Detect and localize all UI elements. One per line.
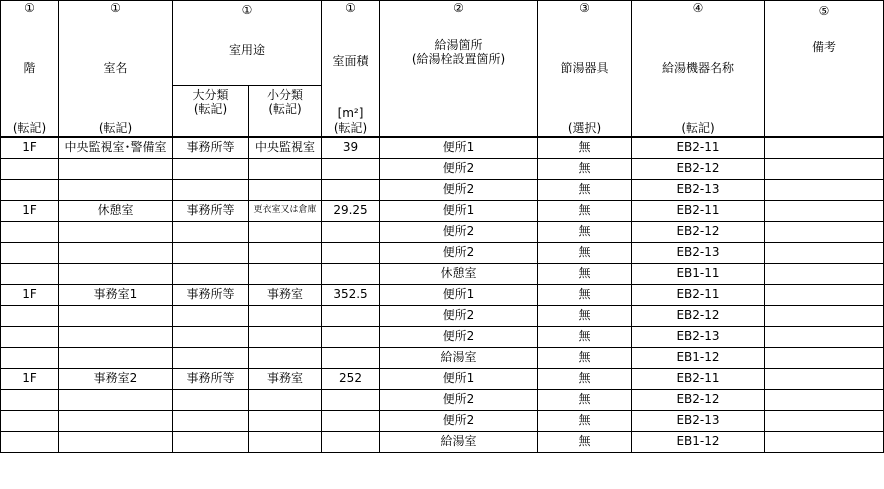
cell-saving[interactable]: 無 [538, 305, 632, 326]
cell-floor[interactable] [1, 431, 59, 452]
header-area-label: 室面積 [332, 53, 369, 68]
cell-remarks[interactable] [765, 431, 884, 452]
cell-remarks[interactable] [765, 221, 884, 242]
cell-area[interactable]: 29.25 [322, 200, 380, 221]
cell-minor[interactable] [249, 263, 322, 284]
table-row [1, 368, 884, 389]
cell-area[interactable] [322, 158, 380, 179]
cell-floor[interactable]: 1F [1, 284, 59, 305]
cell-floor[interactable]: 1F [1, 137, 59, 159]
header-usage-num: ① [241, 3, 253, 17]
header-device-note: (転記) [681, 120, 715, 135]
cell-remarks[interactable] [765, 305, 884, 326]
cell-saving[interactable]: 無 [538, 284, 632, 305]
cell-saving[interactable]: 無 [538, 179, 632, 200]
cell-device[interactable]: EB2-11 [632, 200, 765, 221]
cell-floor[interactable]: 1F [1, 368, 59, 389]
cell-remarks[interactable] [765, 242, 884, 263]
cell-saving[interactable]: 無 [538, 410, 632, 431]
cell-room[interactable]: 中央監視室･警備室 [59, 137, 173, 159]
cell-place[interactable]: 便所1 [380, 137, 538, 159]
cell-minor[interactable]: 更衣室又は倉庫 [249, 200, 322, 221]
cell-remarks[interactable] [765, 347, 884, 368]
cell-device[interactable]: EB2-13 [632, 410, 765, 431]
cell-minor[interactable] [249, 242, 322, 263]
header-device-num: ④ [692, 1, 704, 16]
header-room [59, 1, 173, 137]
cell-area[interactable] [322, 221, 380, 242]
cell-room[interactable]: 休憩室 [59, 200, 173, 221]
cell-device[interactable]: EB1-12 [632, 347, 765, 368]
table-row [1, 200, 884, 221]
header-remarks [765, 1, 884, 137]
cell-saving[interactable]: 無 [538, 326, 632, 347]
header-usage-label: 室用途 [228, 43, 265, 57]
table-row [1, 389, 884, 410]
cell-major[interactable] [173, 326, 249, 347]
header-usage-major-note: (転記) [193, 102, 228, 117]
cell-place[interactable]: 便所2 [380, 158, 538, 179]
cell-remarks[interactable] [765, 410, 884, 431]
header-area [322, 1, 380, 137]
cell-floor[interactable] [1, 263, 59, 284]
header-supply-sublabel: (給湯栓設置箇所) [411, 52, 506, 67]
cell-device[interactable]: EB2-11 [632, 137, 765, 159]
cell-remarks[interactable] [765, 284, 884, 305]
cell-room[interactable] [59, 326, 173, 347]
cell-minor[interactable] [249, 431, 322, 452]
table-row [1, 326, 884, 347]
cell-room[interactable] [59, 179, 173, 200]
table-row [1, 410, 884, 431]
table-row [1, 137, 884, 159]
header-supply-num: ② [453, 1, 464, 16]
header-saving-num: ③ [579, 1, 590, 16]
header-area-unit: [m²] [337, 106, 364, 121]
cell-remarks[interactable] [765, 200, 884, 221]
cell-area[interactable] [322, 242, 380, 263]
cell-room[interactable] [59, 263, 173, 284]
header-remarks-label: 備考 [811, 40, 836, 55]
header-usage [173, 1, 322, 86]
header-supply-label: 給湯箇所 [434, 37, 483, 52]
cell-saving[interactable]: 無 [538, 431, 632, 452]
header-floor-note: (転記) [12, 120, 47, 135]
cell-area[interactable]: 252 [322, 368, 380, 389]
cell-room[interactable] [59, 221, 173, 242]
cell-place[interactable]: 休憩室 [380, 263, 538, 284]
cell-place[interactable]: 便所2 [380, 326, 538, 347]
cell-device[interactable]: EB1-11 [632, 263, 765, 284]
table-row [1, 179, 884, 200]
cell-minor[interactable] [249, 389, 322, 410]
cell-saving[interactable]: 無 [538, 368, 632, 389]
cell-minor[interactable] [249, 305, 322, 326]
cell-major[interactable]: 事務所等 [173, 284, 249, 305]
header-remarks-num: ⑤ [818, 4, 830, 18]
cell-room[interactable]: 事務室1 [59, 284, 173, 305]
cell-area[interactable] [322, 305, 380, 326]
cell-saving[interactable]: 無 [538, 221, 632, 242]
cell-device[interactable]: EB2-12 [632, 389, 765, 410]
table-row [1, 431, 884, 452]
header-room-label: 室名 [103, 61, 128, 76]
header-floor-label: 階 [23, 61, 36, 76]
cell-place[interactable]: 便所1 [380, 368, 538, 389]
cell-floor[interactable]: 1F [1, 200, 59, 221]
cell-minor[interactable]: 中央監視室 [249, 137, 322, 159]
cell-major[interactable] [173, 431, 249, 452]
cell-major[interactable] [173, 263, 249, 284]
cell-minor[interactable]: 事務室 [249, 284, 322, 305]
cell-remarks[interactable] [765, 263, 884, 284]
cell-major[interactable]: 事務所等 [173, 137, 249, 159]
cell-place[interactable]: 便所2 [380, 242, 538, 263]
cell-room[interactable]: 事務室2 [59, 368, 173, 389]
cell-minor[interactable] [249, 347, 322, 368]
cell-place[interactable]: 給湯室 [380, 347, 538, 368]
cell-room[interactable] [59, 431, 173, 452]
cell-device[interactable]: EB2-11 [632, 284, 765, 305]
cell-minor[interactable] [249, 179, 322, 200]
header-usage-minor-note: (転記) [268, 102, 302, 117]
header-area-note: (転記) [333, 120, 368, 135]
cell-major[interactable]: 事務所等 [173, 200, 249, 221]
cell-device[interactable]: EB2-12 [632, 221, 765, 242]
cell-place[interactable]: 便所2 [380, 305, 538, 326]
cell-saving[interactable]: 無 [538, 200, 632, 221]
cell-saving[interactable]: 無 [538, 242, 632, 263]
cell-area[interactable] [322, 389, 380, 410]
cell-device[interactable]: EB2-13 [632, 326, 765, 347]
cell-floor[interactable] [1, 242, 59, 263]
cell-floor[interactable] [1, 179, 59, 200]
cell-device[interactable]: EB2-12 [632, 158, 765, 179]
cell-area[interactable]: 352.5 [322, 284, 380, 305]
cell-floor[interactable] [1, 326, 59, 347]
cell-major[interactable] [173, 410, 249, 431]
cell-major[interactable] [173, 158, 249, 179]
cell-minor[interactable] [249, 326, 322, 347]
cell-area[interactable] [322, 431, 380, 452]
cell-minor[interactable] [249, 410, 322, 431]
header-room-note: (転記) [98, 120, 133, 135]
cell-major[interactable] [173, 221, 249, 242]
cell-remarks[interactable] [765, 137, 884, 159]
cell-room[interactable] [59, 347, 173, 368]
cell-area[interactable]: 39 [322, 137, 380, 159]
cell-place[interactable]: 便所2 [380, 179, 538, 200]
cell-place[interactable]: 便所2 [380, 410, 538, 431]
cell-major[interactable] [173, 305, 249, 326]
cell-place[interactable]: 便所2 [380, 221, 538, 242]
cell-remarks[interactable] [765, 179, 884, 200]
cell-place[interactable]: 便所1 [380, 284, 538, 305]
table-row [1, 305, 884, 326]
cell-device[interactable]: EB1-12 [632, 431, 765, 452]
cell-remarks[interactable] [765, 158, 884, 179]
header-usage-major [173, 86, 249, 137]
cell-device[interactable]: EB2-13 [632, 242, 765, 263]
cell-major[interactable] [173, 347, 249, 368]
cell-major[interactable] [173, 179, 249, 200]
header-usage-minor [249, 86, 322, 137]
cell-floor[interactable] [1, 410, 59, 431]
cell-floor[interactable] [1, 158, 59, 179]
cell-floor[interactable] [1, 221, 59, 242]
cell-place[interactable]: 便所2 [380, 389, 538, 410]
cell-saving[interactable]: 無 [538, 263, 632, 284]
header-saving-note: (選択) [567, 120, 602, 135]
header-usage-major-label: 大分類 [192, 87, 229, 102]
cell-place[interactable]: 給湯室 [380, 431, 538, 452]
cell-area[interactable] [322, 347, 380, 368]
cell-area[interactable] [322, 326, 380, 347]
cell-area[interactable] [322, 263, 380, 284]
header-supply [380, 1, 538, 137]
header-device [632, 1, 765, 137]
cell-minor[interactable] [249, 158, 322, 179]
header-floor-num: ① [24, 1, 35, 16]
cell-room[interactable] [59, 158, 173, 179]
cell-saving[interactable]: 無 [538, 389, 632, 410]
header-saving-label: 節湯器具 [560, 61, 609, 76]
cell-room[interactable] [59, 389, 173, 410]
header-floor [1, 1, 59, 137]
cell-major[interactable] [173, 242, 249, 263]
header-area-num: ① [345, 1, 356, 16]
cell-major[interactable] [173, 389, 249, 410]
cell-remarks[interactable] [765, 368, 884, 389]
cell-saving[interactable]: 無 [538, 137, 632, 159]
table-row [1, 158, 884, 179]
cell-area[interactable] [322, 410, 380, 431]
cell-place[interactable]: 便所1 [380, 200, 538, 221]
cell-room[interactable] [59, 410, 173, 431]
cell-device[interactable]: EB2-13 [632, 179, 765, 200]
cell-remarks[interactable] [765, 389, 884, 410]
table-row [1, 284, 884, 305]
table-row [1, 263, 884, 284]
cell-floor[interactable] [1, 389, 59, 410]
cell-floor[interactable] [1, 347, 59, 368]
cell-remarks[interactable] [765, 326, 884, 347]
table-row [1, 242, 884, 263]
cell-minor[interactable] [249, 221, 322, 242]
header-saving [538, 1, 632, 137]
cell-saving[interactable]: 無 [538, 347, 632, 368]
cell-saving[interactable]: 無 [538, 158, 632, 179]
table-row [1, 347, 884, 368]
cell-floor[interactable] [1, 305, 59, 326]
cell-room[interactable] [59, 242, 173, 263]
cell-device[interactable]: EB2-11 [632, 368, 765, 389]
header-usage-minor-label: 小分類 [266, 87, 303, 102]
header-room-num: ① [110, 1, 121, 16]
cell-minor[interactable]: 事務室 [249, 368, 322, 389]
cell-major[interactable]: 事務所等 [173, 368, 249, 389]
table-row [1, 221, 884, 242]
cell-device[interactable]: EB2-12 [632, 305, 765, 326]
header-device-label: 給湯機器名称 [661, 61, 734, 76]
cell-area[interactable] [322, 179, 380, 200]
cell-room[interactable] [59, 305, 173, 326]
